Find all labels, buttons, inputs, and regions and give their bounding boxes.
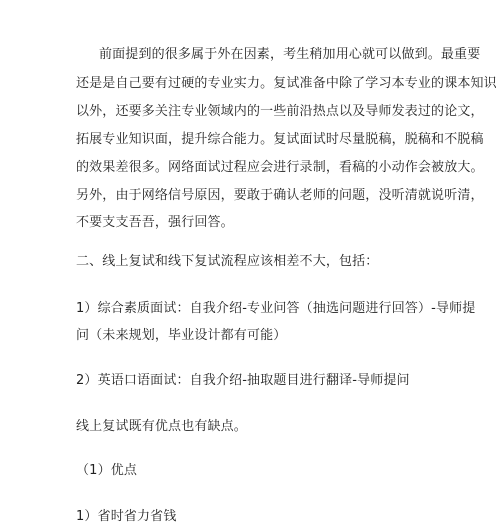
paragraph-line: 前面提到的很多属于外在因素，考生稍加用心就可以做到。最重要 xyxy=(99,47,481,62)
list-item-line: 问（未来规划，毕业设计都有可能） xyxy=(76,328,287,343)
list-item: 2）英语口语面试：自我介绍-抽取题目进行翻译-导师提问 xyxy=(76,373,410,388)
section-heading: 二、线上复试和线下复试流程应该相差不大，包括： xyxy=(76,254,379,269)
paragraph-line: 以外，还要多关注专业领域内的一些前沿热点以及导师发表过的论文， xyxy=(76,104,484,119)
list-item: 1）省时省力省钱 xyxy=(76,509,177,524)
paragraph-line: 不要支支吾吾，强行回答。 xyxy=(76,215,234,230)
paragraph-line: 另外，由于网络信号原因，要敢于确认老师的问题，没听清就说听清， xyxy=(76,188,484,203)
subheading: （1）优点 xyxy=(76,463,138,478)
paragraph: 线上复试既有优点也有缺点。 xyxy=(76,419,247,434)
paragraph-line: 还是是自己要有过硬的专业实力。复试准备中除了学习本专业的课本知识 xyxy=(76,76,497,91)
list-item-line: 1）综合素质面试：自我介绍-专业问答（抽选问题进行回答）-导师提 xyxy=(76,301,476,316)
paragraph-line: 拓展专业知识面，提升综合能力。复试面试时尽量脱稿，脱稿和不脱稿 xyxy=(76,132,484,147)
paragraph-line: 的效果差很多。网络面试过程应会进行录制，看稿的小动作会被放大。 xyxy=(76,160,484,175)
